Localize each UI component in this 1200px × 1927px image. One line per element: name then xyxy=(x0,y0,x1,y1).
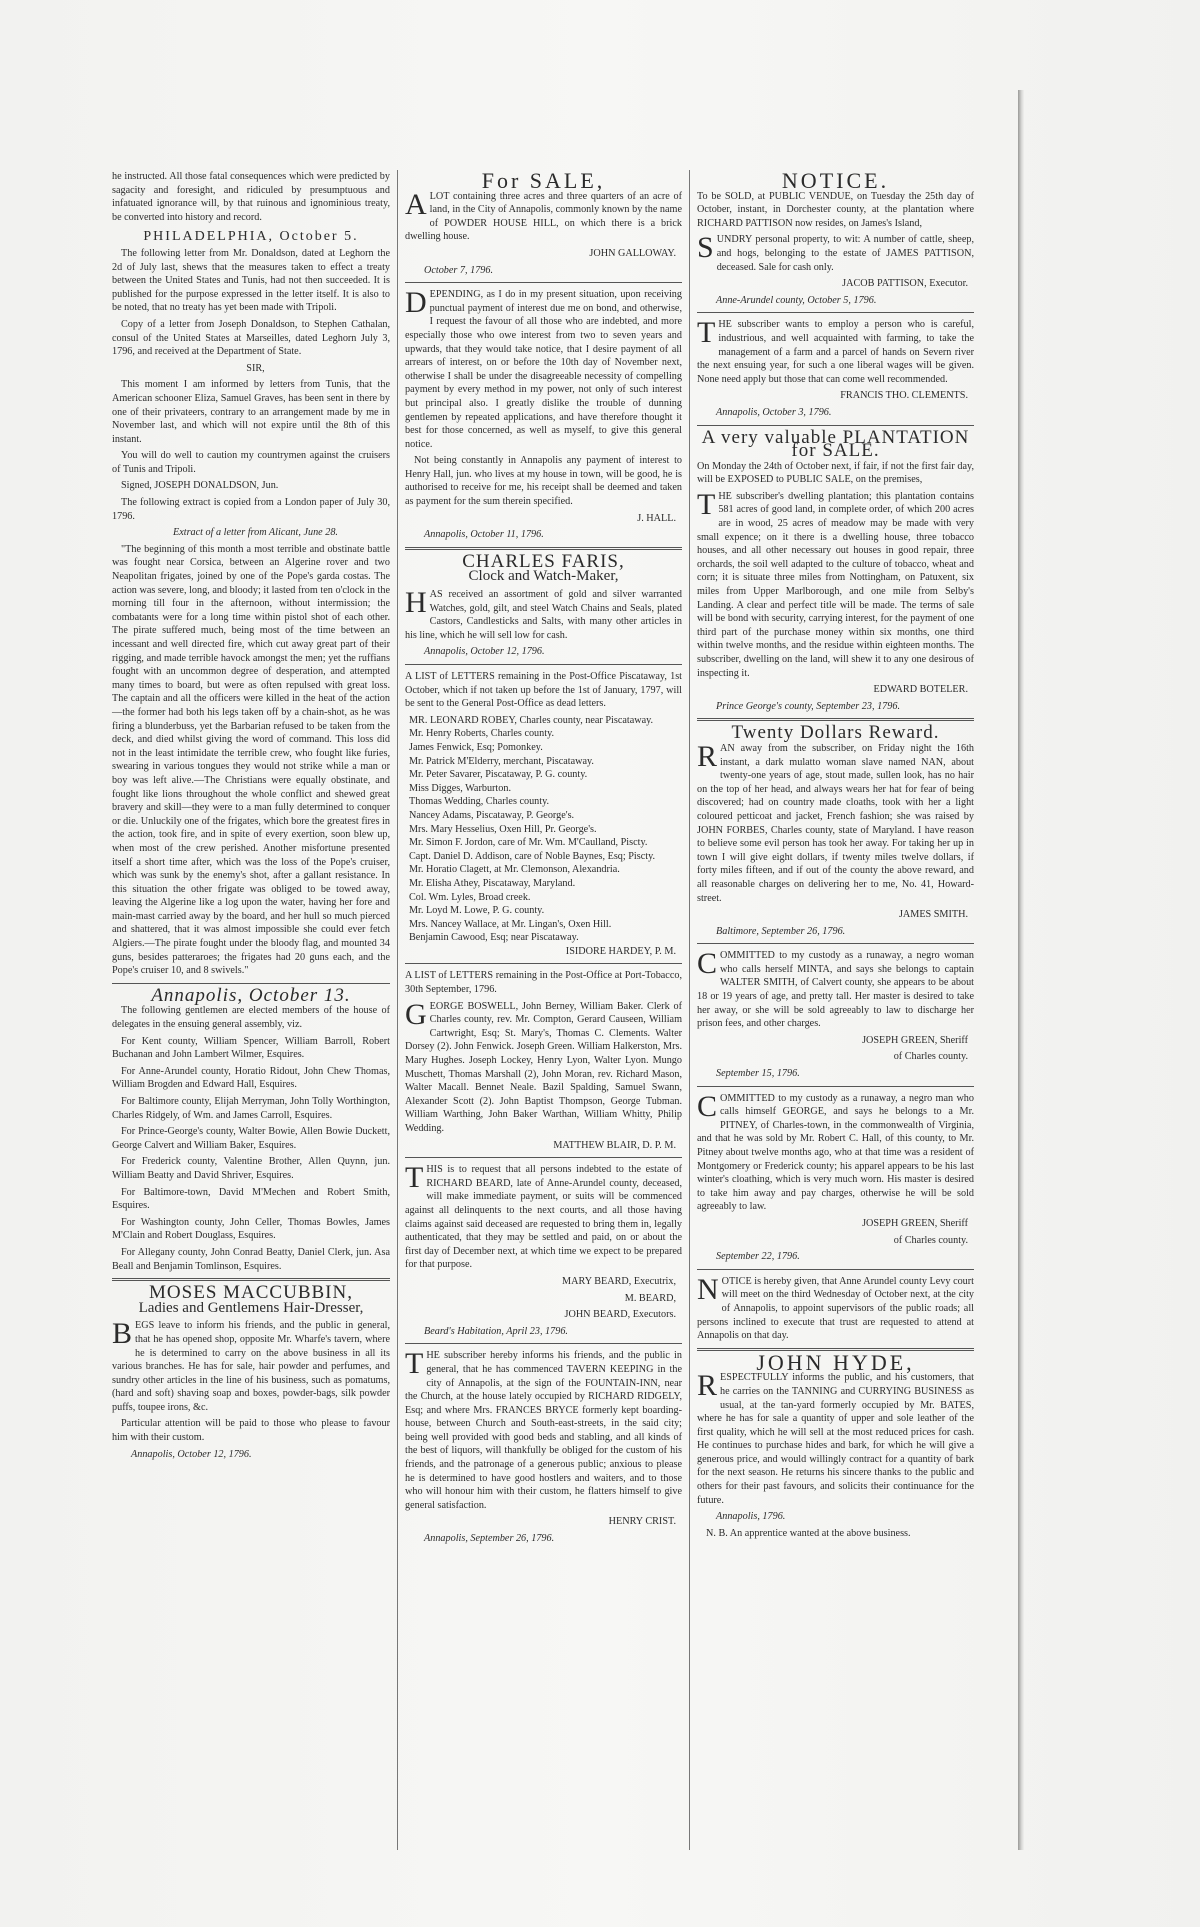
advert-subtitle: Clock and Watch-Maker, xyxy=(468,568,619,585)
advert-body: SUNDRY personal property, to wit: A number of cattle, sheep, and hogs, belonging to the estate of JAMES PATTISON, deceased. Sale for cash only. xyxy=(697,231,974,273)
signature: J. HALL. xyxy=(637,512,676,524)
advert-date: Annapolis, October 11, 1796. xyxy=(424,529,544,541)
advert-body: NOTICE is hereby given, that Anne Arundel county Levy court will meet on the third Wednesday of October next, at the city of Annapolis, to appoint supervisors of the public roads; all persons inclined to execute that trust are requested to attend at Annapolis on that day. xyxy=(697,1272,974,1342)
signature: HENRY CRIST. xyxy=(608,1516,676,1528)
advert-body: Particular attention will be paid to those who please to favour him with their custom. xyxy=(112,1418,390,1444)
divider xyxy=(697,718,974,721)
paragraph: The following extract is copied from a London paper of July 30, 1796. xyxy=(112,497,390,522)
divider xyxy=(697,943,974,944)
advert-date: Annapolis, October 12, 1796. xyxy=(131,1448,252,1460)
list-item: Mr. Simon F. Jordon, care of Mr. Wm. M'Caulland, Piscty. xyxy=(409,837,648,849)
signature: Signed, JOSEPH DONALDSON, Jun. xyxy=(121,480,279,492)
advert-body: RAN away from the subscriber, on Friday night the 16th instant, a dark mulatto woman slave named NAN, about twenty-one years of age, stout made, sullen look, has no hair on the top of her head, and always wears her hat for fear of being discovered; had on country made cloaths, took with her a light coloured petticoat and jacket, French fashion; she was raised by JOHN FORBES, Charles county, state of Maryland. I have reason to believe some evil person has took her away. For taking her up in town I will give eight dollars, if twenty miles twelve dollars, if forty miles fifteen, and if out of the county the above reward, and all reasonable charges on delivering her to me, No. 41, Howard-street. xyxy=(697,739,974,904)
page-edge-shadow xyxy=(1018,90,1024,1850)
paragraph: Copy of a letter from Joseph Donaldson, to Stephen Cathalan, consul of the United States at Marseilles, dated Leghorn July 3, 1796, and received at the Department of State. xyxy=(112,318,390,358)
signature: EDWARD BOTELER. xyxy=(873,684,968,696)
list-item: Mr. Henry Roberts, Charles county. xyxy=(409,728,555,740)
signature: of Charles county. xyxy=(893,1234,968,1246)
advert-body: COMMITTED to my custody as a runaway, a negro man who calls himself GEORGE, and says he belongs to a Mr. PITNEY, of Charles-town, in the commonwealth of Virginia, and that he was sold by Mr. Robert C. Hall, of this county, to Mr. Pitney about twelve months ago, who at that time was a resident of Montgomery or Frederick county; his apparel appears to be his last winter's cloathing, which is very much worn. His master is desired to take him away and pay charges, otherwise he will be sold agreeably to law. xyxy=(697,1089,974,1213)
advert-title: CHARLES FARIS, xyxy=(462,550,625,572)
divider xyxy=(112,983,390,984)
divider xyxy=(405,282,682,283)
advert-title: JOHN HYDE, xyxy=(756,1349,915,1375)
signature: JAMES SMITH. xyxy=(898,909,968,921)
advert-date: September 22, 1796. xyxy=(716,1251,800,1263)
divider xyxy=(697,1086,974,1087)
divider xyxy=(697,312,974,313)
signature: of Charles county. xyxy=(893,1051,968,1063)
paragraph: This moment I am informed by letters from Tunis, that the American schooner Eliza, Samuel Graves, has been sent in there by one of their privateers, contrary to an arrangement made by me in November last, and which will not expire until the 8th of this instant. xyxy=(112,379,390,445)
paragraph: You will do well to caution my countrymen against the cruisers of Tunis and Tripoli. xyxy=(112,450,390,475)
paragraph: "The beginning of this month a most terrible and obstinate battle was fought near Corsica, between an Algerine rover and two Neapolitan frigates, joined by one of the Pope's garda costas. The action was severe, long, and bloody; it lasted from ten o'clock in the morning till four in the afternoon, without intermission; the combatants were for a long time within pistol shot of each other. The pirate suffered much, being most of the time between an incessant and well directed fire, which cut away great part of their rigging, and made terrible havock amongst the men; yet the ruffians fought with an uncommon degree of desperation, and attempted many times to board, but were as often repulsed with great loss. The captain and all the officers were killed in the heat of the action —the former had both his legs taken off by a chain-shot, as he was firing a blunderbuss, yet the Barbarian refused to be taken from the deck, and died whilst giving the word of command. This loss did not in the least intimidate the terrible crew, who fought like furies, swearing in various tongues they would not strike while a man or boy was left alive.—The Christians were equally obstinate, and fought like lions throughout the whole conflict and shewed great bravery and skill—they were to a man fully determined to conquer or die. Unluckily one of the frigates, which bore the greatest fires in the action, took fire, and in spite of every exertion, soon blew up, when most of the crew perished. Another misfortune presented itself a short time after, which was the loss of the Pope's cruiser, which was sunk by the enemy's shot, after a gallant resistance. In this situation the other frigate was obliged to be towed away, leaving the Algerine like a log upon the water, having her fore and main-mast carried away by the board, and her hull so much pierced and shattered, that it was almost impossible she could ever fetch Algiers.—The pirate fought under the bloody flag, and mounted 34 guns, besides patteraroes; the frigates had 20 guns each, and the Pope's cruiser 10, and 8 swivels." xyxy=(112,543,390,977)
list-item: Capt. Daniel D. Addison, care of Noble Baynes, Esq; Piscty. xyxy=(409,850,656,862)
list-item: Col. Wm. Lyles, Broad creek. xyxy=(409,891,531,903)
list-item: Mr. Peter Savarer, Piscataway, P. G. county. xyxy=(409,769,588,781)
salutation: SIR, xyxy=(246,362,265,374)
paragraph: The following gentlemen are elected members of the house of delegates in the ensuing general assembly, viz. xyxy=(112,1005,390,1031)
signature: MATTHEW BLAIR, D. P. M. xyxy=(553,1139,676,1151)
list-item: MR. LEONARD ROBEY, Charles county, near Piscataway. xyxy=(409,714,654,726)
advert-date: Prince George's county, September 23, 1796. xyxy=(716,700,901,712)
advert-date: September 15, 1796. xyxy=(716,1068,800,1080)
paragraph: For Baltimore county, Elijah Merryman, John Tolly Worthington, Charles Ridgely, of Wm. and James Carroll, Esquires. xyxy=(112,1096,390,1121)
column-middle xyxy=(397,170,689,1850)
column-left xyxy=(105,170,397,1850)
signature: JACOB PATTISON, Executor. xyxy=(842,278,968,290)
list-item: Mrs. Nancey Wallace, at Mr. Lingan's, Oxen Hill. xyxy=(409,918,612,930)
extract-heading: Extract of a letter from Alicant, June 28. xyxy=(173,527,338,539)
signature: JOSEPH GREEN, Sheriff xyxy=(862,1217,968,1229)
signature: JOHN GALLOWAY. xyxy=(589,247,676,259)
list-item: Mrs. Mary Hesselius, Oxen Hill, Pr. George's. xyxy=(409,823,597,835)
list-item: Mr. Horatio Clagett, at Mr. Clemonson, Alexandria. xyxy=(409,864,620,876)
dateline-philadelphia: PHILADELPHIA, October 5. xyxy=(143,229,359,245)
advert-body: RESPECTFULLY informs the public, and his customers, that he carries on the TANNING and CURRYING BUSINESS as usual, at the tan-yard formerly occupied by Mr. BATES, where he has for sale a quantity of upper and sole leather of the first quality, which he will sell at the most reduced prices for cash. He continues to purchase hides and bark, for which he will give a generous price, and would willingly contract for a quantity of bark for the next season. He returns his sincere thanks to the public and others for their past favours, and solicits their continuance for the future. xyxy=(697,1369,974,1506)
divider xyxy=(405,1157,682,1158)
advert-body: BEGS leave to inform his friends, and the public in general, that he has opened shop, opposite Mr. Wharfe's tavern, where he is determined to carry on the above business in all its various branches. He has for sale, hair powder and perfumes, and sundry other articles in the line of his business, such as pomatums, (hard and soft) shaving soap and boxes, powder-bags, silk powder puffs, toupee irons, &c. xyxy=(112,1317,390,1413)
list-item: Nancey Adams, Piscataway, P. George's. xyxy=(409,809,575,821)
advert-body: On Monday the 24th of October next, if fair, if not the first fair day, will be EXPOSED to PUBLIC SALE, on the premises, xyxy=(697,460,974,486)
advert-date: Annapolis, 1796. xyxy=(716,1511,786,1523)
advert-title: Twenty Dollars Reward. xyxy=(731,722,940,744)
list-item: Mr. Loyd M. Lowe, P. G. county. xyxy=(409,905,545,917)
column-right xyxy=(689,170,981,1850)
paragraph: For Washington county, John Celler, Thomas Bowles, James M'Clain and Robert Douglass, Esquires. xyxy=(112,1216,390,1242)
article-intro: he instructed. All those fatal consequences which were predicted by sagacity and foresight, and ridiculed by presumptuous and infatuated ignorance will, by that ruinous and ignominious treaty, be converted into history and record. xyxy=(112,171,390,223)
paragraph: The following letter from Mr. Donaldson, dated at Leghorn the 2d of July last, shews that the measures taken to effect a treaty between the United States and Tunis, had not then succeeded. It is published for the purpose expressed in the letter itself. It is also to be noted, that no treaty has yet been made with Tripoli. xyxy=(112,247,390,314)
advert-body: To be SOLD, at PUBLIC VENDUE, on Tuesday the 25th day of October, instant, in Dorchester county, at the plantation where RICHARD PATTISON now resides, on James's Island, xyxy=(697,190,974,229)
signature: ISIDORE HARDEY, P. M. xyxy=(565,945,676,957)
advert-footnote: N. B. An apprentice wanted at the above business. xyxy=(706,1527,911,1539)
advert-date: Annapolis, October 12, 1796. xyxy=(424,646,545,658)
paragraph: For Kent county, William Spencer, William Barroll, Robert Buchanan and John Lambert Wilmer, Esquires. xyxy=(112,1035,390,1061)
list-item: Benjamin Cawood, Esq; near Piscataway. xyxy=(409,932,579,944)
advert-body: COMMITTED to my custody as a runaway, a negro woman who calls herself MINTA, and says she belongs to captain WALTER SMITH, of Calvert county, she appears to be about 18 or 19 years of age, and pretty tall. Her master is desired to take her away, or she will be sold agreeably to law to discharge her prison fees, and other charges. xyxy=(697,947,974,1030)
advert-body: ALOT containing three acres and three quarters of an acre of land, in the City of Annapolis, commonly known by the name of POWDER HOUSE HILL, on which there is a brick dwelling house. xyxy=(405,187,682,243)
advert-title: NOTICE. xyxy=(781,170,890,193)
advert-body: THE subscriber's dwelling plantation; this plantation contains 581 acres of good land, in complete order, of which 200 acres are in wood, 25 acres of meadow may be made with very small expence; on it there is a dwelling house, three tobacco houses, and all other necessary out houses in good repair, three orchards, the soil well adapted to the culture of tobacco, wheat and corn; it is situate three miles from Nottingham, on Patuxent, six miles from Upper Marlborough, and one mile from Selby's Landing. A clear and perfect title will be made. The terms of sale will be bond with security, carrying interest, for the payment of one third part of the purchase money within six months, one third within twelve months, and the residue within eighteen months. The subscriber, dwelling on the land, will shew it to any one desirous of inspecting it. xyxy=(697,487,974,679)
advert-title: MOSES MACCUBBIN, xyxy=(149,1282,353,1304)
advert-body: Not being constantly in Annapolis any payment of interest to Henry Hall, jun. who lives at my house in town, will be good, he is authorised to receive for me, his receipt shall be deemed and taken as payment for the sum therein specified. xyxy=(405,455,682,508)
divider xyxy=(697,1269,974,1270)
divider xyxy=(697,425,974,426)
letters-list-body: GEORGE BOSWELL, John Berney, William Baker. Clerk of Charles county, rev. Mr. Compton, Gerard Causeen, William Cartwright, Esq; St. Mary's, Thomas C. Clements. Walter Dorsey (2). John Fenwick. Joseph Green. William Halkerston, Mrs. Mary Hughes. Joseph Lockey, Henry Lyon, Walter Lyon. Mungo Muschett, Thomas Marshall (2), John Moran, rev. Richard Mason, Walter Macall. Bennet Neale. Bazil Spalding, Samuel Swann, Alexander Scott (2). John Baptist Thompson, George Tubman. William Warthing, John Baker Warthan, William Whitty, Philip Wedding. xyxy=(405,997,682,1134)
letters-list-heading: A LIST of LETTERS remaining in the Post-Office Piscataway, 1st October, which if not taken up before the 1st of January, 1797, will be sent to the General Post-Office as dead letters. xyxy=(405,671,682,710)
paragraph: For Allegany county, John Conrad Beatty, Daniel Clerk, jun. Asa Beall and Benjamin Tomlinson, Esquires. xyxy=(112,1246,390,1272)
list-item: James Fenwick, Esq; Pomonkey. xyxy=(409,741,543,753)
advert-date: Baltimore, September 26, 1796. xyxy=(716,925,846,937)
dateline-annapolis: Annapolis, October 13. xyxy=(151,984,351,1006)
divider xyxy=(405,664,682,665)
signature: M. BEARD, xyxy=(624,1292,676,1304)
list-item: Mr. Elisha Athey, Piscataway, Maryland. xyxy=(409,877,576,889)
advert-subtitle: Ladies and Gentlemens Hair-Dresser, xyxy=(138,1299,364,1316)
list-item: Mr. Patrick M'Elderry, merchant, Piscataway. xyxy=(409,755,594,767)
paragraph: For Anne-Arundel county, Horatio Ridout, John Chew Thomas, William Brogden and Edward Hall, Esquires. xyxy=(112,1065,390,1091)
advert-body: HAS received an assortment of gold and silver warranted Watches, gold, gilt, and steel Watch Chains and Seals, plated Castors, Candlesticks and Salts, with many other articles in his line, which he will sell low for cash. xyxy=(405,586,682,641)
advert-date: Anne-Arundel county, October 5, 1796. xyxy=(716,294,877,306)
advert-body: THE subscriber hereby informs his friends, and the public in general, that he has commenced TAVERN KEEPING in the city of Annapolis, at the sign of the FOUNTAIN-INN, near the Church, at the house lately occupied by RICHARD RIDGELY, Esq; and where Mrs. FRANCES BRYCE formerly kept boarding-house, between Church and South-east-streets, in the said city; being well provided with good beds and stabling, and all kinds of the best of liquors, will thankfully be obliged for the custom of his friends, and the patronage of a generous public; anxious to please he is determined to have good hostlers and waiters, and to those who will honour him with their custom, he flatters himself to give general satisfaction. xyxy=(405,1347,682,1511)
list-item: Miss Digges, Warburton. xyxy=(409,782,511,794)
paragraph: For Baltimore-town, David M'Mechen and Robert Smith, Esquires. xyxy=(112,1186,390,1212)
advert-date: Annapolis, October 3, 1796. xyxy=(716,406,832,418)
newspaper-columns xyxy=(105,170,1010,1850)
advert-body: THE subscriber wants to employ a person who is careful, industrious, and well acquainted with farming, to take the management of a farm and a parcel of hands on Severn river the next ensuing year, for such a one liberal wages will be given. None need apply but those that can come well recommended. xyxy=(697,316,974,385)
list-item: Thomas Wedding, Charles county. xyxy=(409,796,550,808)
advert-title: For SALE, xyxy=(481,170,606,193)
advert-date: Beard's Habitation, April 23, 1796. xyxy=(424,1325,568,1337)
advert-body: THIS is to request that all persons indebted to the estate of RICHARD BEARD, late of Anne-Arundel county, deceased, will make immediate payment, or suits will be commenced against all delinquents to the next courts, and all those having claims against said deceased are requested to bring them in, legally authenticated, that they may be settled and paid, on or about the first day of December next, at which time we expect to be prepared for that purpose. xyxy=(405,1161,682,1271)
paragraph: For Frederick county, Valentine Brother, Allen Quynn, jun. William Beatty and David Shriver, Esquires. xyxy=(112,1156,390,1181)
signature: JOHN BEARD, Executors. xyxy=(564,1309,676,1321)
letters-list-heading: A LIST of LETTERS remaining in the Post-Office at Port-Tobacco, 30th September, 1796. xyxy=(405,970,682,996)
divider xyxy=(405,1343,682,1344)
divider xyxy=(405,963,682,964)
divider xyxy=(112,1278,390,1281)
advert-date: October 7, 1796. xyxy=(424,264,494,276)
signature: FRANCIS THO. CLEMENTS. xyxy=(840,390,968,402)
paragraph: For Prince-George's county, Walter Bowie, Allen Bowie Duckett, George Calvert and William Baker, Esquires. xyxy=(112,1126,390,1151)
advert-body: DEPENDING, as I do in my present situation, upon receiving punctual payment of interest due me on bond, and otherwise, I request the favour of all those who are indebted, and more especially those who owe interest from two to seven years and upwards, that they would take notice, that I desire payment of all arrears of interest, on or before the 10th day of November next, otherwise I shall be under the disagreeable necessity of compelling payment by every method in my power, not only of such interest but principal also. I greatly dislike the trouble of dunning gentlemen by repeated applications, and have therefore thought it best for those concerned, as well as myself, to give this general notice. xyxy=(405,286,682,450)
advert-date: Annapolis, September 26, 1796. xyxy=(424,1533,555,1545)
advert-title: A very valuable PLANTATION for SALE. xyxy=(701,426,970,462)
letters-list xyxy=(405,714,682,945)
signature: MARY BEARD, Executrix, xyxy=(562,1275,676,1287)
divider xyxy=(405,547,682,550)
signature: JOSEPH GREEN, Sheriff xyxy=(862,1034,968,1046)
